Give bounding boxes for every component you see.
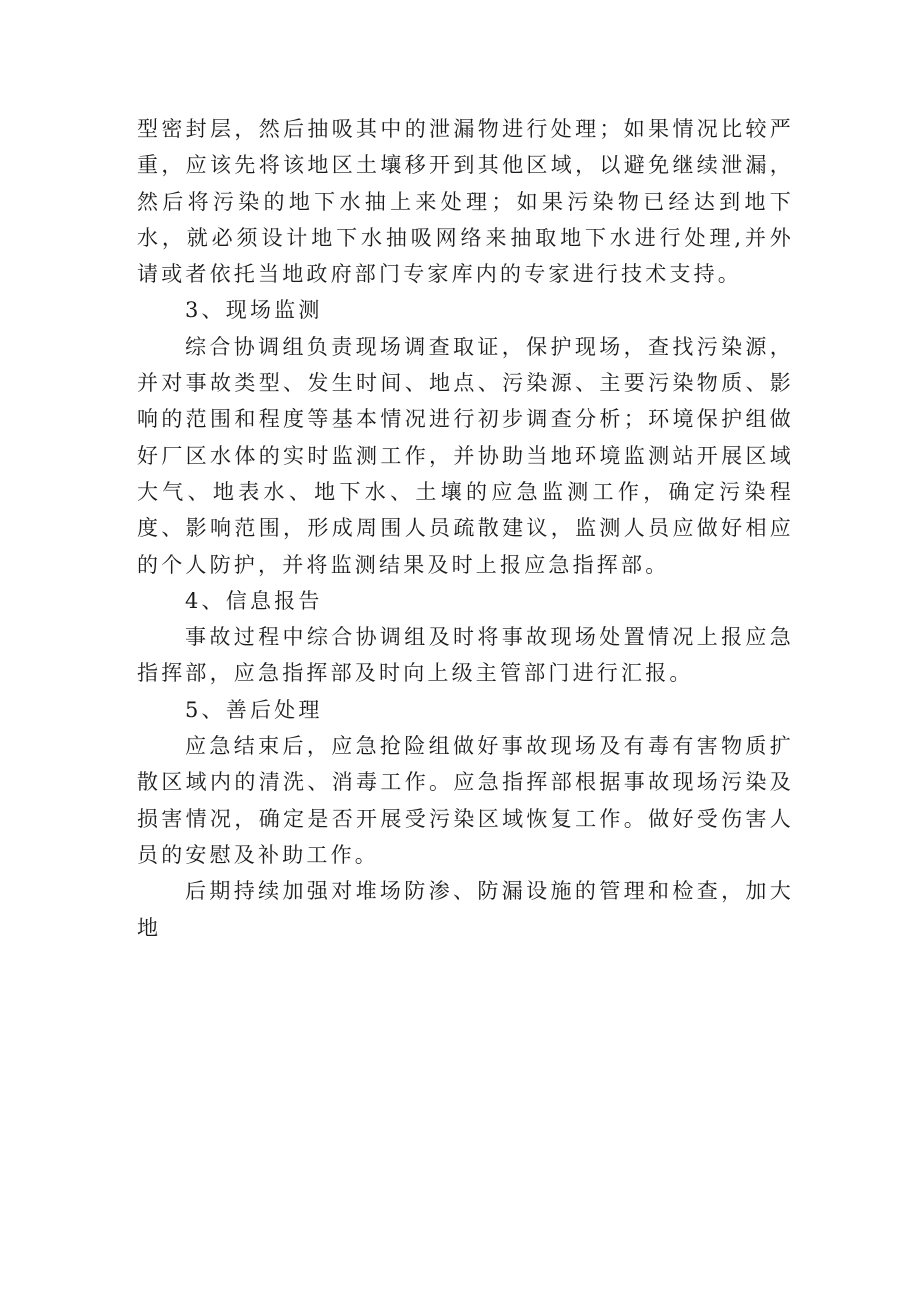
document-page (137, 111, 794, 946)
paragraph-site-monitoring: 综合协调组负责现场调查取证，保护现场，查找污染源，并对事故类型、发生时间、地点、污染源、主要污染物质、影响的范围和程度等基本情况进行初步调查分析；环境保护组做好厂区水体的实时监测工作，并协助当地环境监测站开展区域大气、地表水、地下水、土壤的应急监测工作，确定污染程度、影响范围，形成周围人员疏散建议，监测人员应做好相应的个人防护，并将监测结果及时上报应急指挥部。 (137, 334, 794, 577)
paragraph-follow-up: 后期持续加强对堆场防渗、防漏设施的管理和检查，加大地 (137, 879, 794, 940)
paragraph-continuation: 型密封层，然后抽吸其中的泄漏物进行处理；如果情况比较严重，应该先将该地区土壤移开到其他区域，以避免继续泄漏，然后将污染的地下水抽上来处理；如果污染物已经达到地下水，就必须设计地下水抽吸网络来抽取地下水进行处理,并外请或者依托当地政府部门专家库内的专家进行技术支持。 (137, 117, 794, 287)
section-heading-aftermath: 5、善后处理 (185, 697, 323, 722)
section-heading-information-report: 4、信息报告 (185, 588, 323, 613)
section-heading-site-monitoring: 3、现场监测 (185, 298, 323, 323)
paragraph-information-report: 事故过程中综合协调组及时将事故现场处置情况上报应急指挥部，应急指挥部及时向上级主管部门进行汇报。 (137, 625, 794, 686)
paragraph-aftermath: 应急结束后，应急抢险组做好事故现场及有毒有害物质扩散区域内的清洗、消毒工作。应急指挥部根据事故现场污染及损害情况，确定是否开展受污染区域恢复工作。做好受伤害人员的安慰及补助工作。 (137, 734, 794, 867)
